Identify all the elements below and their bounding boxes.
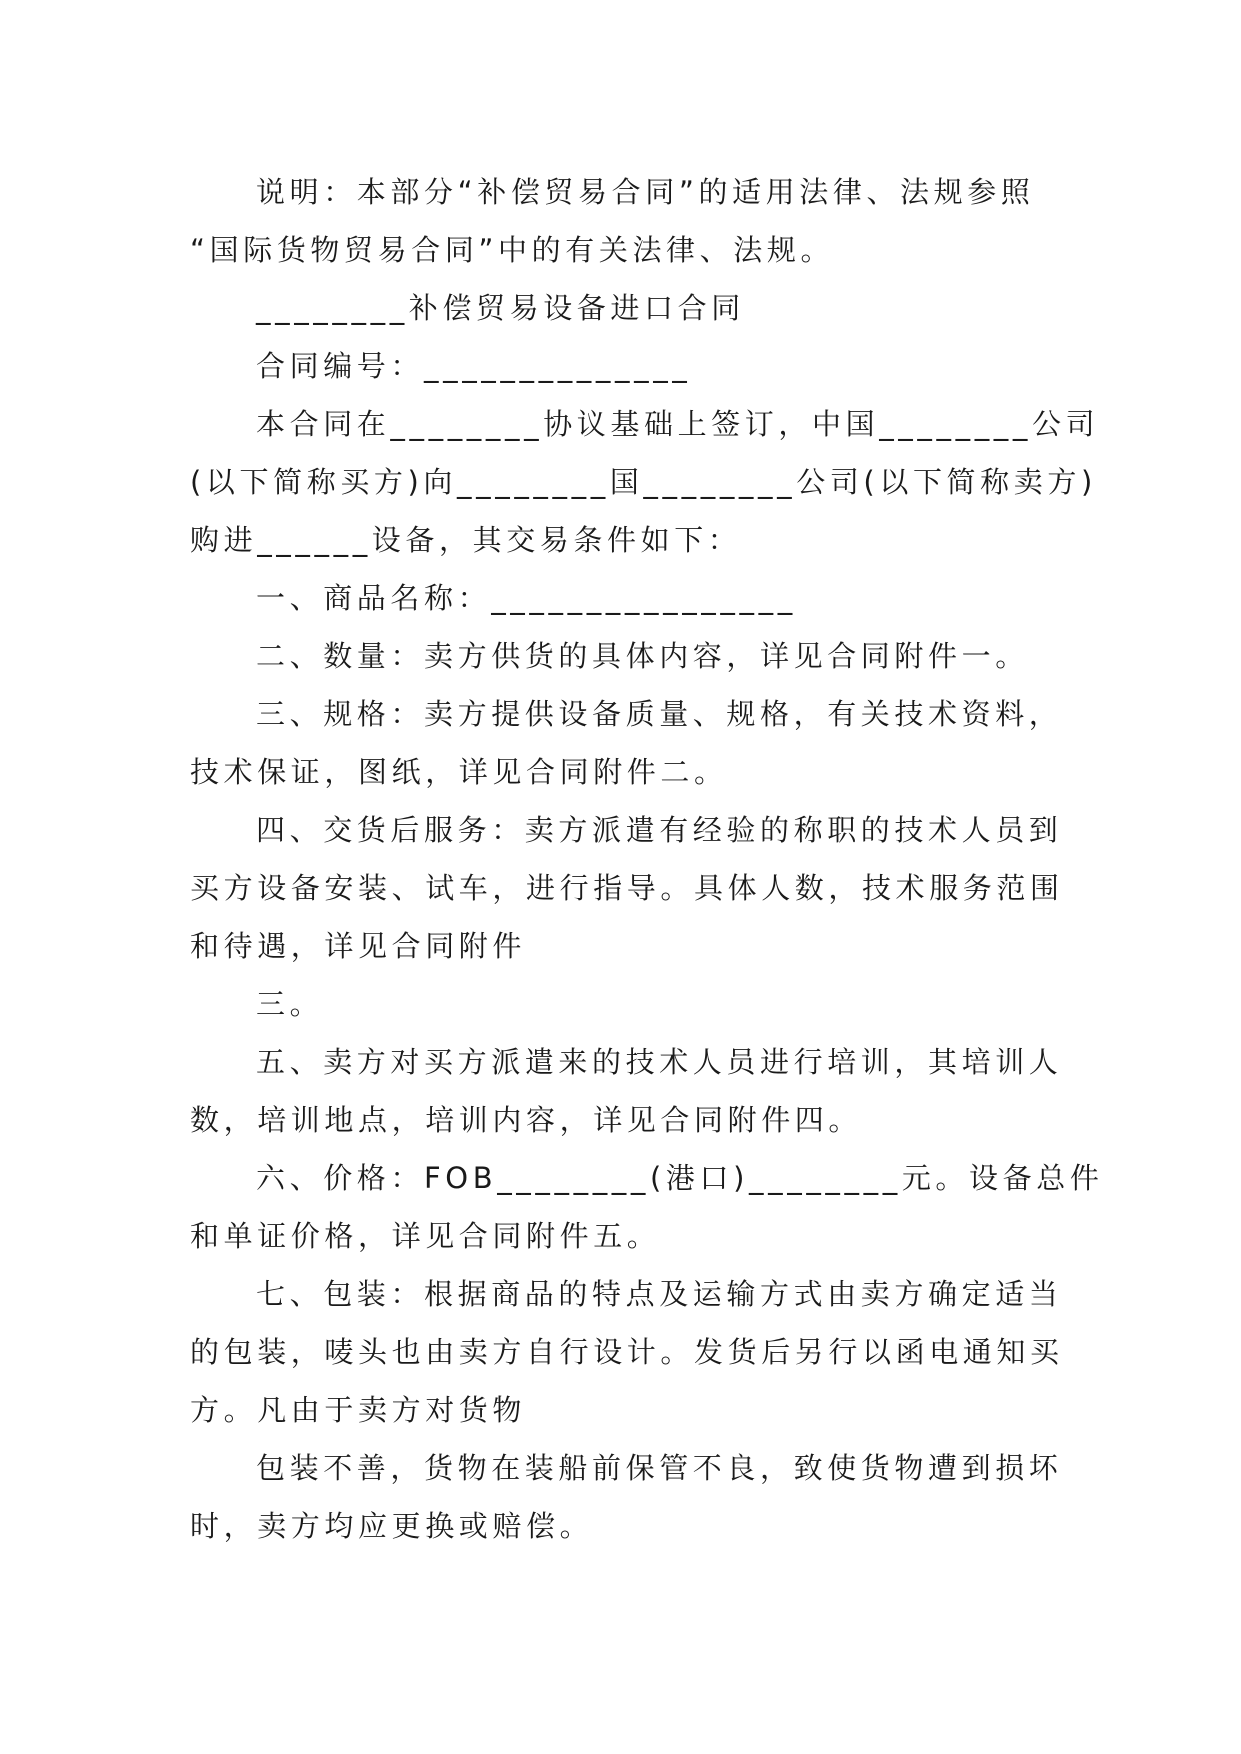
clause-4-service-line-4: 三。	[256, 987, 324, 1021]
note-line-2: “国际货物贸易合同”中的有关法律、法规。	[190, 233, 835, 267]
clause-3-spec-line-2: 技术保证，图纸，详见合同附件二。	[190, 755, 728, 789]
clause-7-packing-line-3: 方。凡由于卖方对货物	[190, 1393, 527, 1427]
clause-3-spec-line-1: 三、规格：卖方提供设备质量、规格，有关技术资料，	[256, 697, 1063, 731]
preamble-line-3: 购进______设备，其交易条件如下：	[190, 523, 742, 557]
clause-1-product-name: 一、商品名称：________________	[256, 581, 797, 615]
clause-6-price-line-2: 和单证价格，详见合同附件五。	[190, 1219, 661, 1253]
clause-2-quantity: 二、数量：卖方供货的具体内容，详见合同附件一。	[256, 639, 1029, 673]
contract-title: ________补偿贸易设备进口合同	[256, 291, 745, 325]
preamble-line-1: 本合同在________协议基础上签订，中国________公司	[256, 407, 1100, 441]
clause-4-service-line-1: 四、交货后服务：卖方派遣有经验的称职的技术人员到	[256, 813, 1063, 847]
clause-7-packing-line-4: 包装不善，货物在装船前保管不良，致使货物遭到损坏	[256, 1451, 1063, 1485]
clause-4-service-line-3: 和待遇，详见合同附件	[190, 929, 527, 963]
clause-7-packing-line-1: 七、包装：根据商品的特点及运输方式由卖方确定适当	[256, 1277, 1063, 1311]
clause-5-training-line-1: 五、卖方对买方派遣来的技术人员进行培训，其培训人	[256, 1045, 1063, 1079]
clause-6-price-line-1: 六、价格：FOB________(港口)________元。设备总件	[256, 1161, 1104, 1195]
document-body	[190, 163, 1104, 1555]
clause-7-packing-line-2: 的包装，唛头也由卖方自行设计。发货后另行以函电通知买	[190, 1335, 1064, 1369]
note-line-1: 说明：本部分“补偿贸易合同”的适用法律、法规参照	[256, 175, 1035, 209]
contract-number: 合同编号：______________	[256, 349, 692, 383]
preamble-line-2: (以下简称买方)向________国________公司(以下简称卖方)	[190, 465, 1097, 499]
clause-5-training-line-2: 数，培训地点，培训内容，详见合同附件四。	[190, 1103, 863, 1137]
clause-7-packing-line-5: 时，卖方均应更换或赔偿。	[190, 1509, 594, 1543]
clause-4-service-line-2: 买方设备安装、试车，进行指导。具体人数，技术服务范围	[190, 871, 1064, 905]
